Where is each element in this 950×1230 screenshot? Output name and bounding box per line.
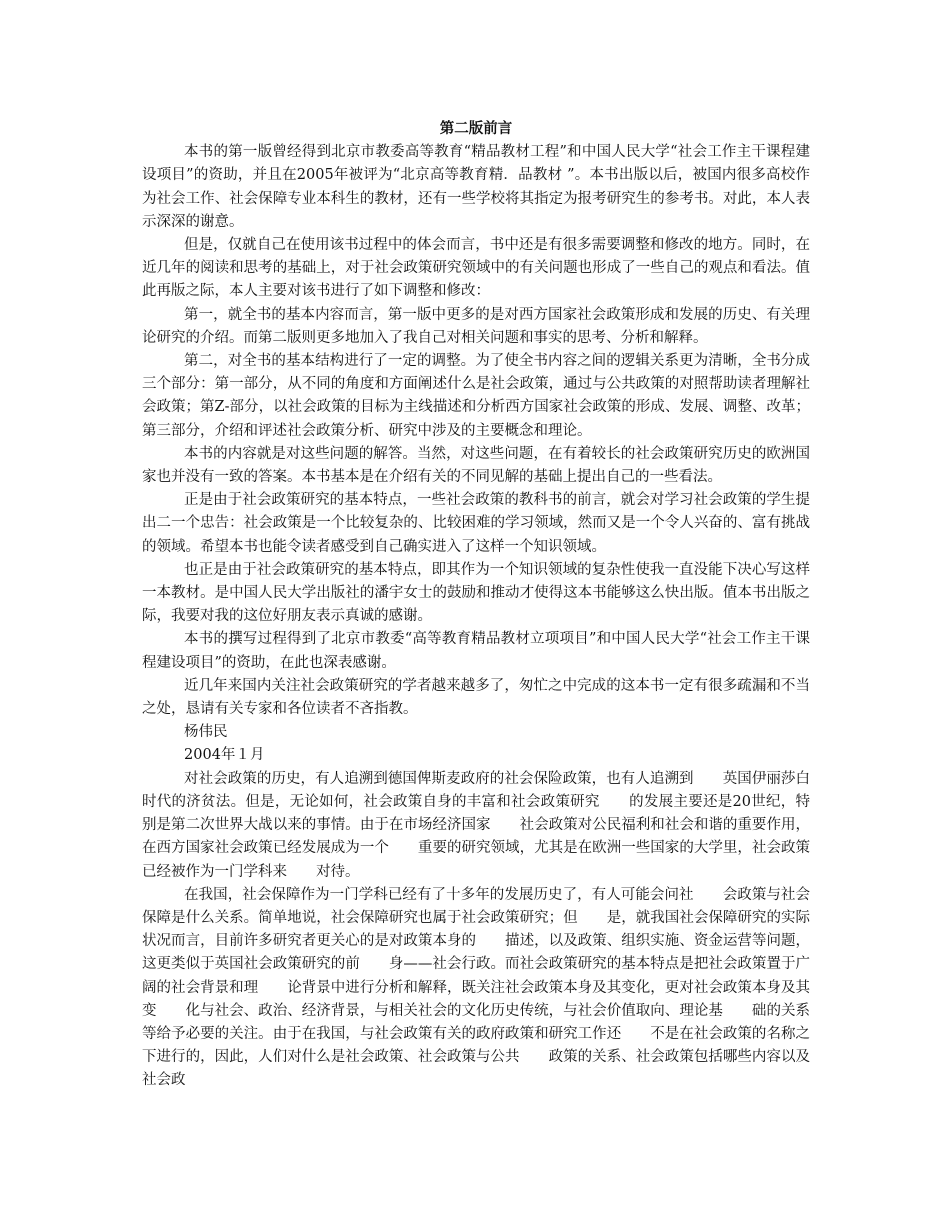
preface-paragraph: 本书的撰写过程得到了北京市教委“高等教育精品教材立项项目”和中国人民大学“社会工作主干课程建设项目”的资助，在此也深表感谢。: [142, 631, 810, 671]
preface-paragraph: 但是，仅就自己在使用该书过程中的体会而言，书中还是有很多需要调整和修改的地方。同时，在近几年的阅读和思考的基础上，对于社会政策研究领域中的有关问题也形成了一些自己的观点和看法。值此再版之际，本人主要对该书进行了如下调整和修改：: [142, 237, 810, 300]
preface-paragraph: 第二，对全书的基本结构进行了一定的调整。为了使全书内容之间的逻辑关系更为清晰，全书分成三个部分：第一部分，从不同的角度和方面阐述什么是社会政策，通过与公共政策的对照帮助读者理解社会政策；第Z-部分，以社会政策的目标为主线描述和分析西方国家社会政策的形成、发展、调整、改革；第三部分，介绍和评述社会政策分析、研究中涉及的主要概念和理论。: [142, 353, 810, 439]
page-title: 第二版前言: [439, 121, 513, 137]
author-signature: 杨伟民: [184, 724, 228, 741]
body-paragraph: 在我国，社会保障作为一门学科已经有了十多年的发展历史了，有人可能会问社 会政策与社会保障是什么关系。简单地说，社会保障研究也属于社会政策研究；但 是，就我国社会保障研究的实际状况而言，目前许多研究者更关心的是对政策本身的 描述，以及政策、组织实施、资金运营等问题，这更类似于英国社会政策研究的前 身——社会行政。而社会政策研究的基本特点是把社会政策置于广阔的社会背景和理 论背景中进行分析和解释，既关注社会政策本身及其变化，更对社会政策本身及其变 化与社会、政治、经济背景，与相关社会的文化历史传统，与社会价值取向、理论基 础的关系等给予必要的关注。由于在我国，与社会政策有关的政府政策和研究工作还 不是在社会政策的名称之下进行的，因此，人们对什么是社会政策、社会政策与公共 政策的关系、社会政策包括哪些内容以及社会政: [142, 886, 810, 1089]
preface-paragraph: 本书的内容就是对这些问题的解答。当然，对这些问题，在有着较长的社会政策研究历史的欧洲国家也并没有一致的答案。本书基本是在介绍有关的不同见解的基础上提出自己的一些看法。: [142, 445, 810, 486]
signature-date: 2004年１月: [184, 747, 265, 764]
preface-paragraph: 第一，就全书的基本内容而言，第一版中更多的是对西方国家社会政策形成和发展的历史、有关理论研究的介绍。而第二版则更多地加入了我自己对相关问题和事实的思考、分析和解释。: [142, 306, 810, 346]
preface-paragraph: 本书的第一版曾经得到北京市教委高等教育“精品教材工程”和中国人民大学“社会工作主干课程建设项目”的资助，并且在2005年被评为“北京高等教育精．品教材 ”。本书出版以后，被国内很多高校作为社会工作、社会保障专业本科生的教材，还有一些学校将其指定为报考研究生的参考书。对此，本人表示深深的谢意。: [142, 144, 810, 230]
body-paragraph: 对社会政策的历史，有人追溯到德国俾斯麦政府的社会保险政策，也有人追溯到 英国伊丽莎白时代的济贫法。但是，无论如何，社会政策自身的丰富和社会政策研究 的发展主要还是20世纪，特别是第二次世界大战以来的事情。由于在市场经济国家 社会政策对公民福利和社会和谐的重要作用，在西方国家社会政策已经发展成为一个 重要的研究领域，尤其是在欧洲一些国家的大学里，社会政策已经被作为一门学科来 对待。: [142, 770, 810, 880]
preface-paragraph: 近几年来国内关注社会政策研究的学者越来越多了，匆忙之中完成的这本书一定有很多疏漏和不当之处，恳请有关专家和各位读者不吝指教。: [142, 677, 810, 718]
preface-paragraph: 也正是由于社会政策研究的基本特点，即其作为一个知识领域的复杂性使我一直没能下决心写这样一本教材。是中国人民大学出版社的潘宇女士的鼓励和推动才使得这本书能够这么快出版。值本书出版之际，我要对我的这位好朋友表示真诚的感谢。: [142, 561, 810, 625]
document-body: [142, 118, 810, 1093]
preface-paragraph: 正是由于社会政策研究的基本特点，一些社会政策的教科书的前言，就会对学习社会政策的学生提出二一个忠告：社会政策是一个比较复杂的、比较困难的学习领域，然而又是一个令人兴奋的、富有挑战的领域。希望本书也能令读者感受到自己确实进入了这样一个知识领域。: [142, 492, 810, 555]
